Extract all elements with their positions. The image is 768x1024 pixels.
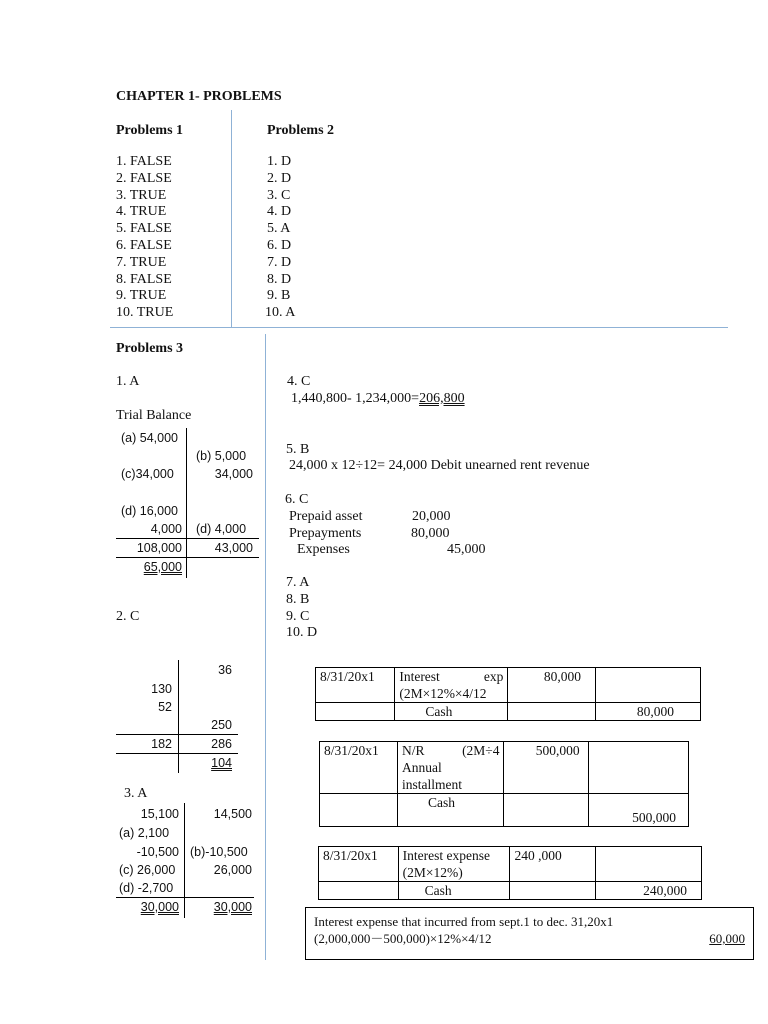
tb1-balance: 65,000 (143, 560, 182, 574)
journal-credit-label: Cash (395, 703, 508, 721)
answers-q7-q10 (286, 575, 317, 642)
tb2-r2: 250 (211, 718, 232, 732)
q4-result: 206,800 (419, 391, 465, 406)
tb3-l3: -10,500 (136, 845, 179, 859)
list-item: 6. D (267, 237, 292, 253)
tb1-c-right: 34,000 (214, 467, 253, 481)
journal-description: N/R (2M÷4 Annual installment (398, 742, 504, 794)
journal-debit: 240 ,000 (510, 847, 596, 882)
list-item: 3. TRUE (116, 187, 167, 203)
list-item: 5. FALSE (116, 221, 172, 237)
problems2-list (267, 154, 295, 322)
list-item: 5. A (267, 221, 291, 237)
journal-date: 8/31/20x1 (320, 742, 398, 794)
journal-description: Interest exp (2M×12%×4/12 (395, 668, 508, 703)
tb3-l2: (a) 2,100 (119, 826, 170, 840)
answer-q1: 1. A (116, 374, 140, 389)
answer-q8: 8. B (286, 591, 310, 607)
tb1-total-right: 43,000 (214, 541, 253, 555)
list-item: 8. D (267, 271, 292, 287)
list-item: 4. TRUE (116, 204, 167, 220)
answer-q2: 2. C (116, 609, 140, 624)
problems1-heading: Problems 1 (116, 123, 184, 138)
tb1-d1: (d) 16,000 (121, 504, 178, 518)
q4-calc: 1,440,800- 1,234,000=206,800 (291, 391, 465, 406)
answer-q10: 10. D (286, 625, 318, 641)
problems2-heading: Problems 2 (267, 123, 335, 138)
q5-calc: 24,000 x 12÷12= 24,000 Debit unearned rent revenue (289, 458, 590, 473)
q6-row-label: Prepaid asset (289, 509, 363, 524)
tb2-l1: 130 (151, 682, 172, 696)
journal-entry-2 (319, 741, 689, 827)
list-item: 1. D (267, 154, 292, 169)
tb3-l1: 15,100 (140, 807, 179, 821)
answer-q7: 7. A (286, 575, 310, 590)
answer-q5: 5. B (286, 442, 310, 457)
tb3-total-left: 30,000 (140, 900, 179, 914)
section-divider (110, 327, 728, 328)
note-line1: Interest expense that incurred from sept.1 to dec. 31,20x1 (314, 914, 614, 929)
q6-row-label: Expenses (297, 542, 350, 557)
list-item: 9. TRUE (116, 288, 167, 304)
interest-note-box (305, 907, 754, 960)
page-title: CHAPTER 1- PROBLEMS (116, 89, 282, 104)
tb3-r3: (b)-10,500 (190, 845, 248, 859)
trial-balance-label: Trial Balance (116, 408, 192, 423)
journal-credit: 240,000 (596, 882, 702, 900)
tb3-r4: 26,000 (213, 863, 252, 877)
note-value: 60,000 (709, 931, 745, 946)
tb1-d-left: 4,000 (150, 522, 182, 536)
tb3-total-right: 30,000 (213, 900, 252, 914)
journal-credit: 80,000 (595, 703, 700, 721)
journal-description: Interest expense (2M×12%) (398, 847, 510, 882)
list-item: 10. A (265, 305, 296, 321)
tb2-total-right: 286 (211, 737, 232, 751)
list-item: 3. C (267, 187, 291, 203)
tb2-r1: 36 (218, 663, 232, 677)
q6-row-value: 20,000 (412, 509, 451, 524)
tb2-balance: 104 (211, 756, 232, 770)
journal-date: 8/31/20x1 (316, 668, 395, 703)
journal-entry-3 (318, 846, 702, 900)
journal-credit: 500,000 (588, 794, 688, 827)
list-item: 1. FALSE (116, 154, 172, 169)
q6-row-value: 80,000 (411, 526, 450, 541)
q6-row-label: Prepayments (289, 526, 362, 541)
answer-q9: 9. C (286, 608, 310, 624)
note-line2: (2,000,000－500,000)×12%×4/12 (314, 931, 492, 946)
list-item: 2. D (267, 170, 292, 186)
list-item: 9. B (267, 288, 291, 304)
list-item: 2. FALSE (116, 170, 172, 186)
tb3-l5: (d) -2,700 (119, 881, 174, 895)
list-item: 7. TRUE (116, 254, 167, 270)
journal-debit: 500,000 (504, 742, 588, 794)
answer-q4: 4. C (287, 374, 311, 389)
journal-entry-1 (315, 667, 701, 721)
journal-date: 8/31/20x1 (319, 847, 399, 882)
list-item: 7. D (267, 254, 292, 270)
problems3-heading: Problems 3 (116, 341, 184, 356)
column-divider (231, 110, 232, 328)
answer-q6: 6. C (285, 492, 309, 507)
tb1-c: (c)34,000 (121, 467, 174, 481)
answer-q3: 3. A (124, 786, 148, 801)
column-divider (265, 334, 266, 960)
list-item: 6. FALSE (116, 237, 172, 253)
tb2-l2: 52 (158, 700, 172, 714)
tb3-r1: 14,500 (213, 807, 252, 821)
q6-row-value: 45,000 (447, 542, 486, 557)
list-item: 8. FALSE (116, 271, 172, 287)
tb1-d-right: (d) 4,000 (196, 522, 247, 536)
journal-credit-label: Cash (398, 882, 510, 900)
tb1-b: (b) 5,000 (196, 449, 247, 463)
tb3-l4: (c) 26,000 (119, 863, 176, 877)
tb1-a: (a) 54,000 (121, 431, 178, 445)
problems1-list (116, 154, 173, 322)
tb1-total-left: 108,000 (136, 541, 182, 555)
list-item: 4. D (267, 204, 292, 220)
journal-credit-label: Cash (398, 794, 504, 827)
list-item: 10. TRUE (116, 305, 174, 321)
tb2-total-left: 182 (151, 737, 172, 751)
journal-debit: 80,000 (508, 668, 596, 703)
